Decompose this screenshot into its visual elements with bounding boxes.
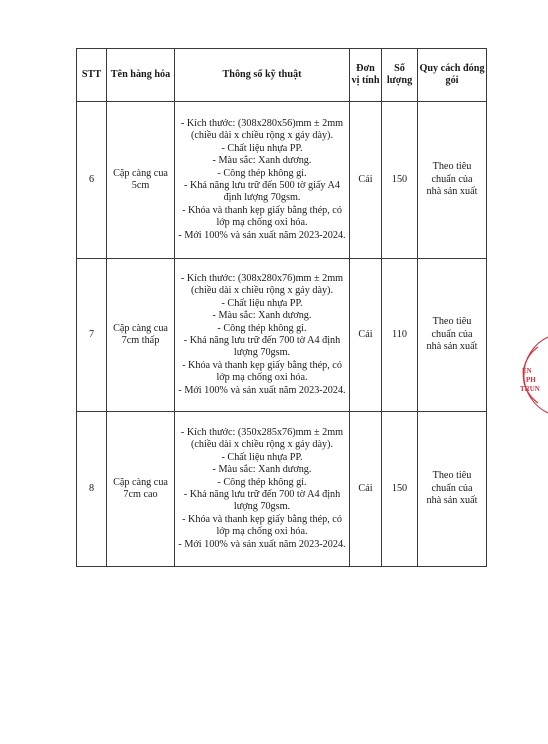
spec-line: - Khả năng lưu trữ đến 500 tờ giấy A4 định lượng 70gsm. — [184, 180, 340, 204]
cell-name: Cặp càng cua 7cm cao — [107, 412, 175, 567]
header-name: Tên hàng hóa — [107, 49, 175, 102]
svg-text:ỆN: ỆN — [522, 367, 532, 375]
spec-line: - Chất liệu nhựa PP. — [221, 142, 303, 154]
spec-line: - Khóa và thanh kẹp giấy bằng thép, có lớp mạ chống oxi hóa. — [182, 513, 342, 538]
cell-unit: Cái — [350, 259, 382, 412]
spec-line: - Màu sắc: Xanh dương. — [212, 155, 312, 167]
header-pack: Quy cách đóng gói — [418, 49, 487, 102]
cell-pack: Theo tiêu chuẩn của nhà sản xuất — [418, 259, 487, 412]
red-seal-stamp — [508, 335, 548, 415]
cell-unit: Cái — [350, 412, 382, 567]
cell-name: Cặp càng cua 5cm — [107, 102, 175, 259]
table-row — [77, 412, 487, 567]
spec-line: - Khả năng lưu trữ đến 700 tờ A4 định lượng 70gsm. — [183, 489, 341, 513]
header-qty: Số lượng — [382, 49, 418, 102]
cell-pack: Theo tiêu chuẩn của nhà sản xuất — [418, 412, 487, 567]
spec-line: - Công thép không gỉ. — [217, 167, 307, 179]
cell-name: Cặp càng cua 7cm thấp — [107, 259, 175, 412]
spec-line: - Khóa và thanh kẹp giấy bằng thép, có lớp mạ chống oxi hóa. — [182, 204, 342, 229]
cell-pack: Theo tiêu chuẩn của nhà sản xuất — [418, 102, 487, 259]
cell-spec — [175, 412, 350, 567]
spec-line: - Màu sắc: Xanh dương. — [212, 464, 312, 476]
svg-text:PH: PH — [526, 376, 536, 384]
cell-stt: 7 — [77, 259, 107, 412]
cell-qty: 150 — [382, 102, 418, 259]
spec-line: - Khóa và thanh kẹp giấy bằng thép, có lớp mạ chống oxi hóa. — [182, 359, 342, 384]
spec-line: - Kích thước: (350x285x76)mm ± 2mm (chiều dài x chiều rộng x gáy dày). — [180, 426, 344, 451]
table-header-row — [77, 49, 487, 102]
cell-spec — [175, 102, 350, 259]
svg-text:TRUN: TRUN — [520, 385, 540, 393]
spec-line: - Công thép không gỉ. — [217, 476, 307, 488]
header-stt: STT — [77, 49, 107, 102]
table-row — [77, 102, 487, 259]
cell-spec — [175, 259, 350, 412]
header-unit: Đơn vị tính — [350, 49, 382, 102]
spec-line: - Khả năng lưu trữ đến 700 tờ A4 định lượng 70gsm. — [183, 335, 341, 359]
header-spec: Thông số kỹ thuật — [175, 49, 350, 102]
cell-qty: 150 — [382, 412, 418, 567]
cell-stt: 6 — [77, 102, 107, 259]
spec-line: - Kích thước: (308x280x56)mm ± 2mm (chiều dài x chiều rộng x gáy dày). — [180, 117, 344, 142]
cell-unit: Cái — [350, 102, 382, 259]
spec-line: - Công thép không gỉ. — [217, 322, 307, 334]
spec-table — [76, 48, 487, 567]
spec-line: - Chất liệu nhựa PP. — [221, 451, 303, 463]
table-row — [77, 259, 487, 412]
spec-line: - Chất liệu nhựa PP. — [221, 297, 303, 309]
spec-line: - Kích thước: (308x280x76)mm ± 2mm (chiều dài x chiều rộng x gáy dày). — [180, 272, 344, 297]
spec-line: - Mới 100% và sản xuất năm 2023-2024. — [178, 538, 346, 550]
spec-line: - Màu sắc: Xanh dương. — [212, 310, 312, 322]
cell-qty: 110 — [382, 259, 418, 412]
spec-line: - Mới 100% và sản xuất năm 2023-2024. — [178, 384, 346, 396]
spec-line: - Mới 100% và sản xuất năm 2023-2024. — [178, 229, 346, 241]
cell-stt: 8 — [77, 412, 107, 567]
